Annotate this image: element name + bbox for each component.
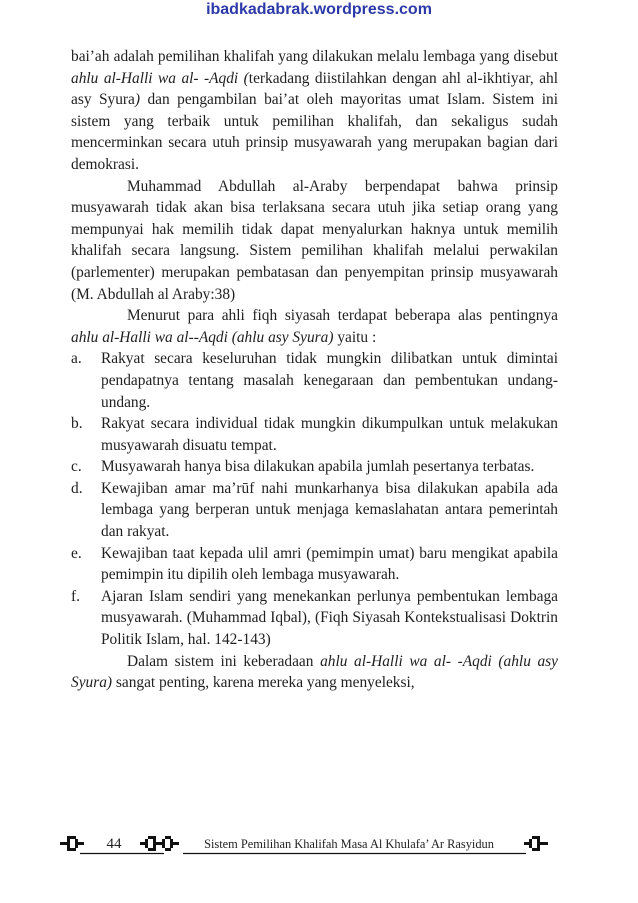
text-run: terkadang diistilahkan dengan ahl al-ikhtiyar, ahl asy Syura <box>71 69 558 109</box>
text-run: sangat penting, karena mereka yang menyeleksi, <box>112 674 415 692</box>
list-marker: d. <box>71 479 83 497</box>
list-item-text: Kewajiban amar ma’rūf nahi munkarhanya bisa dilakukan apabila ada lembaga yang berperan untuk menjaga kemaslahatan antara pemerintah dan rakyat. <box>101 479 558 541</box>
list-item-text: Musyawarah hanya bisa dilakukan apabila jumlah pesertanya terbatas. <box>101 458 535 476</box>
list-item-text: Kewajiban taat kepada ulil amri (pemimpin umat) baru mengikat apabila pemimpin itu dipilih oleh lembaga musyawarah. <box>101 544 558 584</box>
paragraph-4 <box>71 651 558 694</box>
watermark-url: ibadkadabrak.wordpress.com <box>206 1 432 18</box>
page-number: 44 <box>106 836 122 852</box>
italic-run: ) <box>134 91 141 109</box>
list-marker: f. <box>71 587 80 605</box>
list-item-text: Ajaran Islam sendiri yang menekankan perlunya pembentukan lembaga musyawarah. (Muhammad Iqbal), (Fiqh Siyasah Kontekstualisasi Doktrin Politik Islam, hal. 142-143) <box>101 587 558 649</box>
paragraph-2: Muhammad Abdullah al-Araby berpendapat bahwa prinsip musyawarah tidak akan bisa terlaksana secara utuh jika setiap orang yang mempunyai hak memilih tidak dapat menyalurkan haknya untuk memilih khalifah secara langsung. Sistem pemilihan khalifah melalui perwakilan (parlementer) merupakan pembatasan dan penyempitan prinsip musyawarah (M. Abdullah al Araby:38) <box>71 177 558 303</box>
list-item <box>71 586 558 651</box>
reasons-list <box>71 348 558 650</box>
list-item <box>71 413 558 456</box>
list-marker: b. <box>71 415 83 433</box>
text-run: yaitu : <box>333 328 377 346</box>
list-item <box>71 478 558 543</box>
italic-run: ahlu al-Halli wa al- -Aqdi ( <box>71 69 249 87</box>
list-item <box>71 348 558 413</box>
list-marker: a. <box>71 350 82 368</box>
running-footer-title: Sistem Pemilihan Khalifah Masa Al Khulafa’ Ar Rasyidun <box>204 837 494 851</box>
paragraph-1 <box>71 46 558 176</box>
list-marker: e. <box>71 544 82 562</box>
list-marker: c. <box>71 458 82 476</box>
list-item <box>71 543 558 586</box>
text-run: Menurut para ahli fiqh siyasah terdapat beberapa alas pentingnya <box>127 307 558 325</box>
list-item-text: Rakyat secara individual tidak mungkin dikumpulkan untuk melakukan musyawarah disuatu tempat. <box>101 415 558 454</box>
list-item-text: Rakyat secara keseluruhan tidak mungkin dilibatkan untuk dimintai pendapatnya tentang masalah kenegaraan dan pembentukan undang-undang. <box>101 350 558 411</box>
paragraph-3 <box>71 305 558 348</box>
italic-run: ahlu al-Halli wa al- -Aqdi (ahlu asy Syura) <box>71 652 558 692</box>
text-run: dan pengambilan bai’at oleh mayoritas umat Islam. Sistem ini sistem yang terbaik untuk pemilihan khalifah, dan sekaligus sudah mencerminkan secara utuh prinsip musyawarah yang merupakan bagian dari demokrasi. <box>71 91 558 173</box>
text-run: bai’ah adalah pemilihan khalifah yang dilakukan melalu lembaga yang disebut <box>71 48 558 65</box>
list-item <box>71 456 558 478</box>
page-footer <box>58 833 550 855</box>
text-run: Dalam sistem ini keberadaan <box>127 652 321 670</box>
italic-run: ahlu al-Halli wa al--Aqdi (ahlu asy Syura) <box>71 328 334 346</box>
page-body <box>71 46 558 694</box>
